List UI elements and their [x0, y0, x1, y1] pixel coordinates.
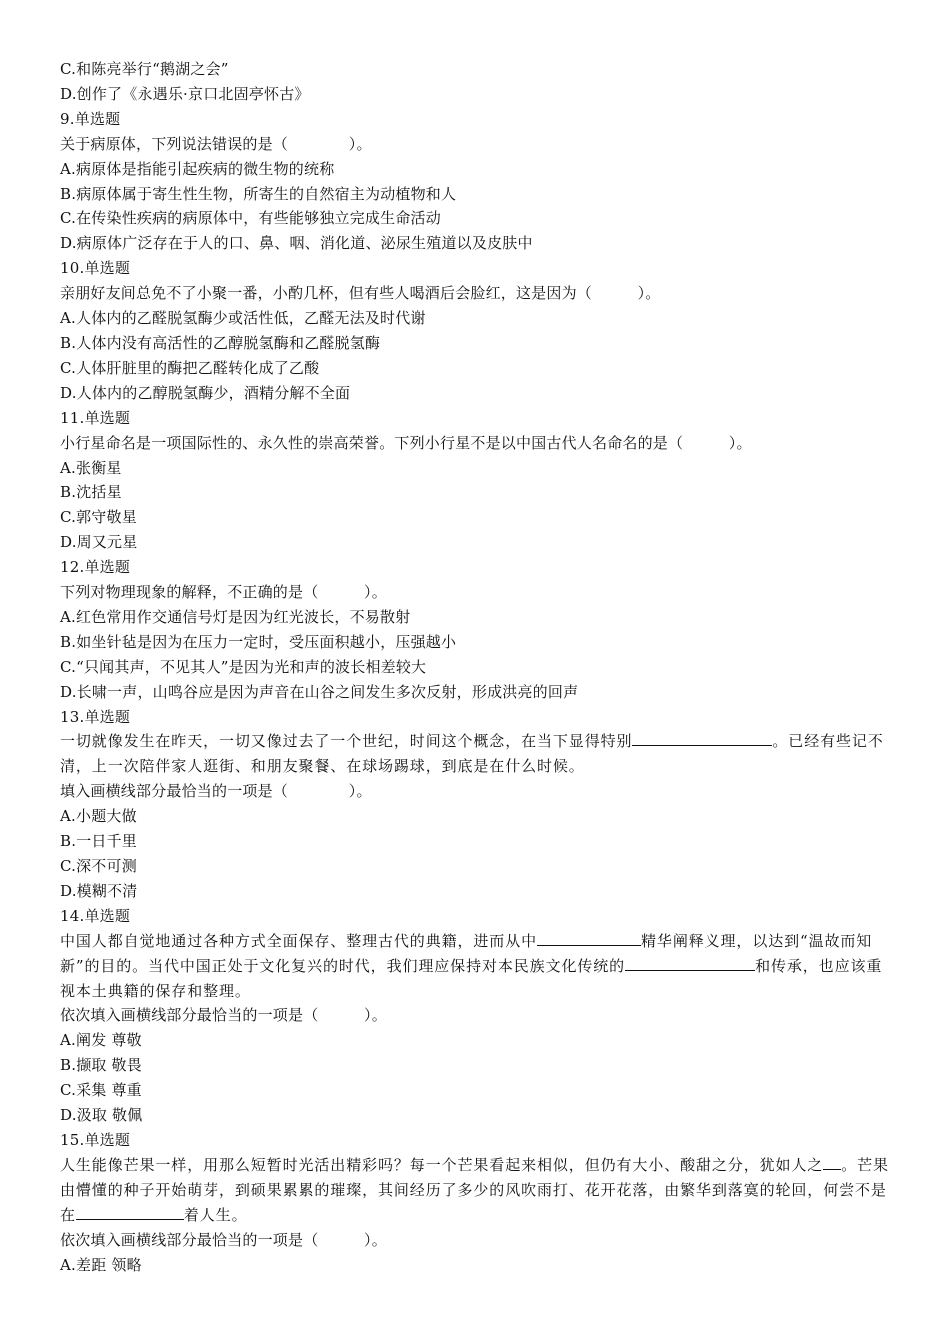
q15-passage-part2: 。芒果由懵懂的种子开始萌芽，到硕果累累的璀璨，其间经历了多少的风吹雨打、花开花落，由繁华到落寞的轮回，何尝不是在 — [60, 1155, 889, 1224]
q9-option-d: D.病原体广泛存在于人的口、鼻、咽、消化道、泌尿生殖道以及皮肤中 — [60, 234, 533, 253]
q9-option-b: B.病原体属于寄生性生物，所寄生的自然宿主为动植物和人 — [60, 184, 457, 203]
q15-passage — [60, 1153, 890, 1228]
q14-answer-blank-2 — [625, 955, 755, 971]
q11-option-a: A.张衡星 — [60, 458, 122, 477]
q15-passage-part3: 着人生。 — [183, 1205, 248, 1224]
q14-option-a: A.阐发 尊敬 — [60, 1031, 142, 1050]
q12-option-d: D.长啸一声，山鸣谷应是因为声音在山谷之间发生多次反射，形成洪亮的回声 — [60, 682, 579, 701]
q15-answer-blank-1 — [823, 1154, 841, 1170]
q10-stem: 亲朋好友间总免不了小聚一番，小酌几杯，但有些人喝酒后会脸红，这是因为（ ）。 — [60, 284, 661, 303]
q11-option-c: C.郭守敬星 — [60, 508, 137, 527]
q14-answer-blank-1 — [537, 930, 641, 946]
q14-passage-part1: 中国人都自觉地通过各种方式全面保存、整理古代的典籍，进而从中 — [60, 931, 538, 950]
q15-passage-part1: 人生能像芒果一样，用那么短暂时光活出精彩吗？每一个芒果看起来相似，但仍有大小、酸甜之分，犹如人之 — [60, 1155, 824, 1174]
q14-option-d: D.汲取 敬佩 — [60, 1106, 143, 1125]
q9-stem: 关于病原体，下列说法错误的是（ ）。 — [60, 134, 372, 153]
q9-option-c: C.在传染性疾病的病原体中，有些能够独立完成生命活动 — [60, 209, 441, 228]
q8-option-c: C.和陈亮举行“鹅湖之会” — [60, 60, 229, 78]
q8-option-d: D.创作了《永遇乐·京口北固亭怀古》 — [60, 84, 310, 103]
q14-passage — [60, 929, 890, 1004]
q13-passage-part2: 。已经有些记不清，上一次陪伴家人逛街、和朋友聚餐、在球场踢球，到底是在什么时候。 — [60, 732, 884, 776]
q11-option-d: D.周又元星 — [60, 533, 138, 552]
q13-option-b: B.一日千里 — [60, 832, 137, 851]
q15-option-a: A.差距 领略 — [60, 1255, 142, 1274]
q14-stem: 依次填入画横线部分最恰当的一项是（ ）。 — [60, 1006, 387, 1025]
q10-option-c: C.人体肝脏里的酶把乙醛转化成了乙酸 — [60, 358, 320, 377]
q14-passage-part2: 精华阐释义理，以达到“温故而知新”的目的。当代中国正处于文化复兴的时代，我们理应保持对本民族文化传统的 — [60, 931, 873, 975]
question-document — [60, 57, 890, 1277]
q10-option-d: D.人体内的乙醇脱氢酶少，酒精分解不全面 — [60, 383, 351, 402]
q14-passage-part3: 和传承，也应该重视本土典籍的保存和整理。 — [60, 956, 883, 1000]
q14-option-b: B.撷取 敬畏 — [60, 1056, 142, 1075]
q13-passage — [60, 729, 890, 779]
q9-header: 9.单选题 — [60, 109, 121, 128]
q13-header: 13.单选题 — [60, 707, 131, 726]
q15-stem: 依次填入画横线部分最恰当的一项是（ ）。 — [60, 1230, 387, 1249]
q12-option-b: B.如坐针毡是因为在压力一定时，受压面积越小，压强越小 — [60, 632, 457, 651]
q12-option-a: A.红色常用作交通信号灯是因为红光波长，不易散射 — [60, 607, 411, 626]
q13-option-c: C.深不可测 — [60, 857, 137, 875]
q12-option-c: C.“只闻其声，不见其人”是因为光和声的波长相差较大 — [60, 657, 427, 676]
q15-header: 15.单选题 — [60, 1130, 131, 1149]
q13-passage-part1: 一切就像发生在昨天，一切又像过去了一个世纪，时间这个概念，在当下显得特别 — [60, 732, 633, 751]
q10-header: 10.单选题 — [60, 259, 131, 278]
q12-header: 12.单选题 — [60, 558, 131, 577]
q13-stem: 填入画横线部分最恰当的一项是（ ）。 — [60, 782, 372, 801]
q13-option-a: A.小题大做 — [60, 807, 137, 826]
q14-option-c: C.采集 尊重 — [60, 1081, 142, 1100]
q11-header: 11.单选题 — [60, 408, 131, 427]
q11-option-b: B.沈括星 — [60, 483, 122, 502]
q10-option-a: A.人体内的乙醛脱氢酶少或活性低，乙醛无法及时代谢 — [60, 309, 426, 328]
q11-stem: 小行星命名是一项国际性的、永久性的崇高荣誉。下列小行星不是以中国古代人名命名的是（ ）。 — [60, 433, 752, 452]
q10-option-b: B.人体内没有高活性的乙醇脱氢酶和乙醛脱氢酶 — [60, 333, 381, 352]
q13-option-d: D.模糊不清 — [60, 881, 138, 900]
q15-answer-blank-2 — [76, 1204, 184, 1220]
q14-header: 14.单选题 — [60, 906, 131, 925]
q9-option-a: A.病原体是指能引起疾病的微生物的统称 — [60, 159, 335, 178]
q13-answer-blank — [632, 730, 772, 746]
q12-stem: 下列对物理现象的解释，不正确的是（ ）。 — [60, 583, 387, 602]
